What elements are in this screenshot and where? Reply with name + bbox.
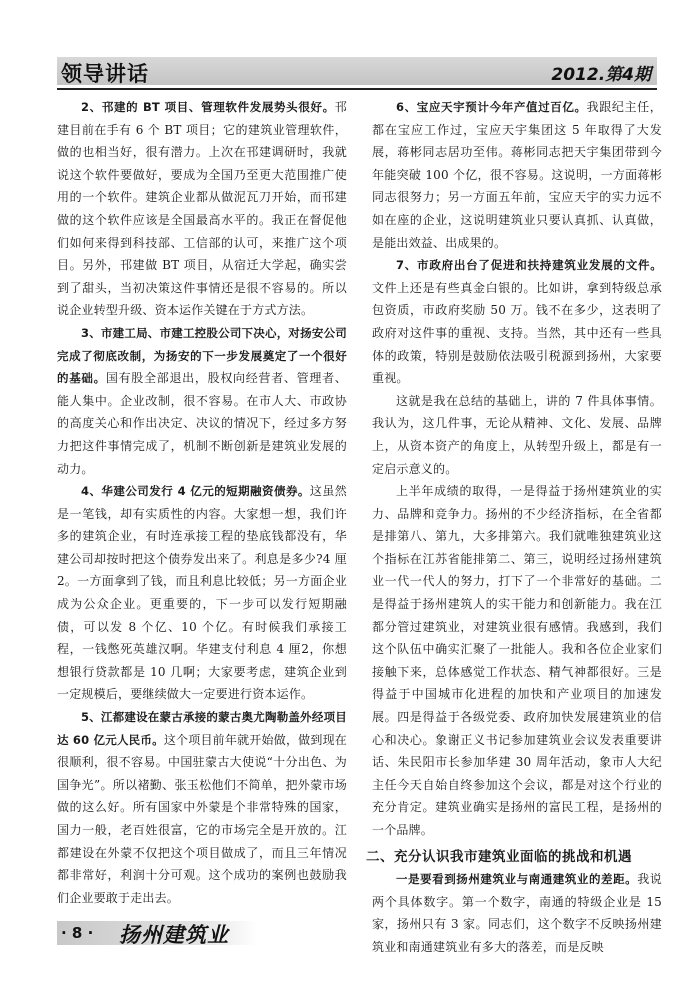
issue-label: 2012.第4期 [551,65,651,85]
paragraph-text: 这虽然是一笔钱，却有实质性的内容。大家想一想，我们许多的建筑企业，有时连承接工程的垫底钱都没有，华建公司却按时把这个债券发出来了。利息是多少?4 厘 2。一方面拿到了钱，而且利息比较低；另一方面企业成为公众企业。更重要的，下一步可以发行短期融债，可以发 8 个亿、10 个亿。有时候我们承接工程，一钱憋死英雄汉啊。华建支付利息 4 厘2，你想想银行贷款都是 10 几啊；大家要考虑，建筑企业到一定规模后，要继续做大一定要进行资本运作。 [57,484,347,702]
paragraph [372,868,662,958]
paragraph [57,706,347,909]
paragraph-text: 国有股全部退出，股权向经营者、管理者、能人集中。企业改制，很不容易。在市人大、市政协的高度关心和作出决定、决议的情况下，经过多方努力把这件事情完成了，机制不断创新是建筑业发展的动力。 [57,371,347,476]
paragraph-text: 我跟纪主任，都在宝应工作过，宝应天宇集团这 5 年取得了大发展，蒋彬同志居功至伟。蒋彬同志把天宇集团带到今年能突破 100 个亿，很不容易。这说明，一方面蒋彬同志很努力；另一方面五年前，宝应天宇的实力远不如在座的企业，这说明建筑业只要认真抓、认真做，是能出效益、出成果的。 [372,100,663,250]
paragraph-text: 邗建目前在手有 6 个 BT 项目；它的建筑业管理软件，做的也相当好，很有潜力。上次在邗建调研时，我就说这个软件要做好，要成为全国乃至更大范围推广使用的一个软件。建筑企业都从做泥瓦刀开始，而邗建做的这个软件应该是全国最高水平的。我正在督促他们如何来得到科技部、工信部的认可，来推广这个项目。另外，邗建做 BT 项目，从宿迁大学起，确实尝到了甜头，当初决策这件事情还是很不容易的。所以说企业转型升级、资本运作关键在于方式方法。 [57,100,347,318]
section-title: 领导讲话 [61,62,149,86]
paragraph [372,254,662,390]
paragraph-lead: 2、邗建的 BT 项目、管理软件发展势头很好。 [81,100,335,114]
paragraph-lead: 一是要看到扬州建筑业与南通建筑业的差距。 [396,872,638,887]
left-column [57,96,347,909]
paragraph-lead: 4、华建公司发行 4 亿元的短期融资债券。 [81,484,310,499]
paragraph [372,390,662,480]
paragraph-text: 这就是我在总结的基础上，讲的 7 件具体事情。我认为，这几件事，无论从精神、文化、发展、品牌上，从资本资产的角度上，从转型升级上，都是有一定启示意义的。 [372,393,662,476]
paragraph [57,480,347,706]
right-column [366,96,663,959]
paragraph [57,96,347,322]
section-heading: 二、充分认识我市建筑业面临的挑战和机遇 [366,848,632,865]
paragraph-text: 文件上还是有些真金白银的。比如讲，拿到特级总承包资质，市政府奖励 50 万。钱不在多少，这表明了政府对这件事的重视、支持。当然，其中还有一些具体的政策，特别是鼓励依法吸引税源到扬州，大家要重视。 [372,280,662,386]
paragraph-text: 这个项目前年就开始做，做到现在很顺利，很不容易。中国驻蒙古大使说“十分出色、为国争光”。所以褚勤、张玉松他们不简单，把外蒙市场做的这么好。所有国家中外蒙是个非常特殊的国家，国力一般，老百姓很富，它的市场完全是开放的。江都建设在外蒙不仅把这个项目做成了，而且三年情况都非常好，利润十分可观。这个成功的案例也鼓励我们企业要敢于走出去。 [57,732,347,905]
header-rule [57,88,657,90]
paragraph [57,322,347,480]
page-header [57,52,657,86]
paragraph-lead: 7、市政府出台了促进和扶持建筑业发展的文件。 [396,258,662,273]
paragraph-lead: 6、宝应天宇预计今年产值过百亿。 [396,100,587,114]
magazine-logo: 扬州建筑业 [119,922,229,947]
page-number: · 8 · [61,924,94,942]
page-footer [57,917,287,949]
paragraph-text: 上半年成绩的取得，一是得益于扬州建筑业的实力、品牌和竞争力。扬州的不少经济指标，在全省都是排第八、第九，大多排第六。我们就唯独建筑业这个指标在江苏省能排第二、第三，说明经过扬州建筑业一代一代人的努力，打下了一个非常好的基础。二是得益于扬州建筑人的实干能力和创新能力。我在江都分管过建筑业，对建筑业很有感情。我感到，我们这个队伍中确实汇聚了一批能人。我和各位企业家们接触下来，总体感觉工作状态、精气神都很好。三是得益于中国城市化进程的加快和产业项目的加速发展。四是得益于各级党委、政府加快发展建筑业的信心和决心。象谢正义书记参加建筑业会议发表重要讲话、朱民阳市长参加华建 30 周年活动，象市人大纪主任今天自始自终参加这个会议，都是对这个行业的充分肯定。建筑业确实是扬州的富民工程，是扬州的一个品牌。 [372,484,662,837]
paragraph [372,480,662,842]
paragraph-lead: 3、市建工局、市建工控股公司下决心，对扬安公司完成了彻底改制，为扬安的下一步发展奠定了一个很好的基础。 [57,325,347,386]
paragraph [372,96,662,254]
paragraph-text: 我说两个具体数字。第一个数字，南通的特级企业是 15 家，扬州只有 3 家。同志们，这个数字不反映扬州建筑业和南通建筑业有多大的落差，而是反映 [372,872,662,954]
paragraph-lead: 5、江都建设在蒙古承接的蒙古奥尤陶勒盖外经项目达 60 亿元人民币。 [57,710,347,747]
